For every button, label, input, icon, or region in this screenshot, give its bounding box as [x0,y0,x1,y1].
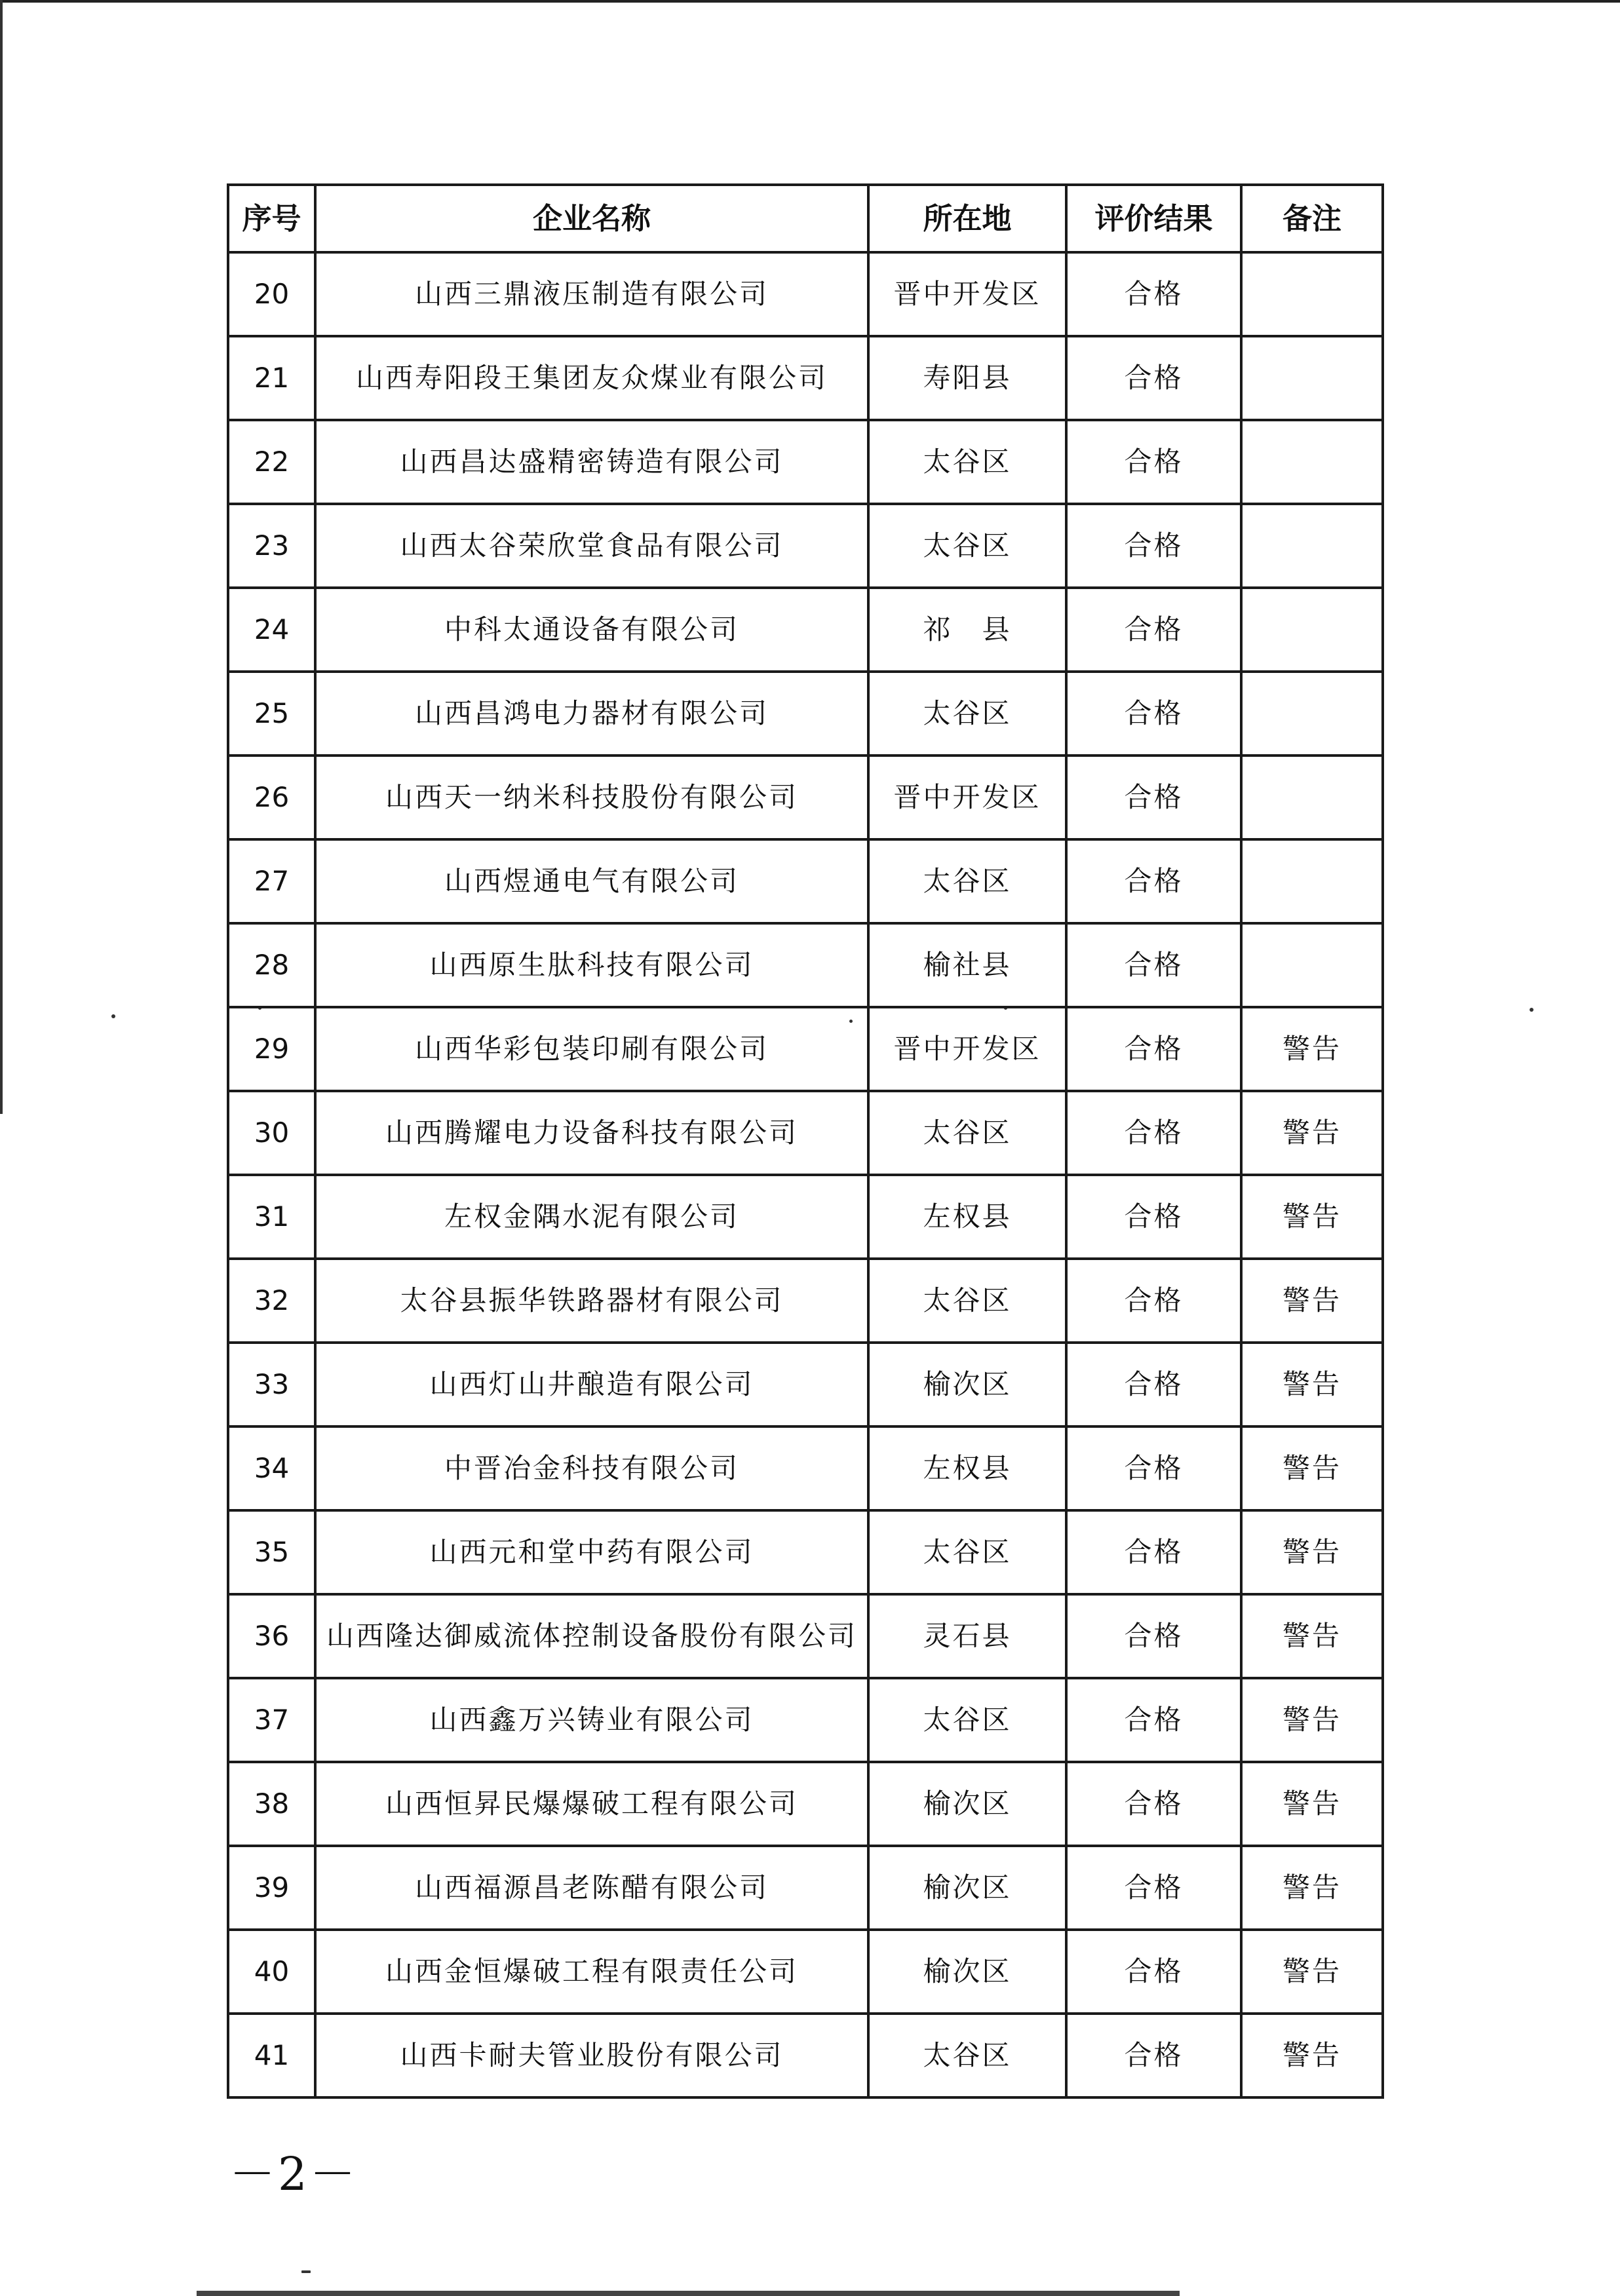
page-number: －2－ [229,2147,358,2201]
cell-serial-number: 33 [228,1343,315,1426]
cell-remarks [1241,252,1383,336]
cell-evaluation-result: 合格 [1066,1762,1241,1846]
table-row [228,1175,1383,1259]
cell-remarks [1241,923,1383,1007]
cell-remarks: 警告 [1241,1510,1383,1594]
cell-serial-number: 37 [228,1678,315,1762]
cell-evaluation-result: 合格 [1066,588,1241,672]
cell-evaluation-result: 合格 [1066,1426,1241,1510]
cell-remarks: 警告 [1241,1594,1383,1678]
cell-remarks: 警告 [1241,2014,1383,2097]
table-row [228,1594,1383,1678]
table-row [228,672,1383,756]
cell-evaluation-result: 合格 [1066,1510,1241,1594]
cell-location: 太谷区 [868,504,1066,588]
table-row [228,1510,1383,1594]
cell-location: 榆次区 [868,1762,1066,1846]
cell-serial-number: 31 [228,1175,315,1259]
cell-serial-number: 22 [228,420,315,504]
scan-border-top [0,0,1620,3]
cell-location: 太谷区 [868,1678,1066,1762]
cell-serial-number: 41 [228,2014,315,2097]
cell-remarks [1241,336,1383,420]
cell-company-name: 山西昌鸿电力器材有限公司 [315,672,868,756]
cell-remarks: 警告 [1241,1426,1383,1510]
cell-location: 太谷区 [868,839,1066,923]
cell-serial-number: 27 [228,839,315,923]
cell-serial-number: 34 [228,1426,315,1510]
cell-remarks: 警告 [1241,1007,1383,1091]
cell-evaluation-result: 合格 [1066,672,1241,756]
cell-location: 太谷区 [868,420,1066,504]
cell-evaluation-result: 合格 [1066,839,1241,923]
cell-evaluation-result: 合格 [1066,504,1241,588]
cell-serial-number: 40 [228,1930,315,2014]
cell-company-name: 山西恒昇民爆爆破工程有限公司 [315,1762,868,1846]
table-row [228,1007,1383,1091]
table-row [228,504,1383,588]
cell-evaluation-result: 合格 [1066,1846,1241,1930]
cell-serial-number: 25 [228,672,315,756]
cell-location: 太谷区 [868,672,1066,756]
table-row [228,1846,1383,1930]
cell-remarks: 警告 [1241,1091,1383,1175]
scan-border-bottom [197,2291,1180,2296]
cell-remarks [1241,839,1383,923]
cell-evaluation-result: 合格 [1066,336,1241,420]
cell-company-name: 山西原生肽科技有限公司 [315,923,868,1007]
cell-serial-number: 23 [228,504,315,588]
cell-serial-number: 30 [228,1091,315,1175]
table-row [228,1930,1383,2014]
cell-serial-number: 35 [228,1510,315,1594]
cell-company-name: 太谷县振华铁路器材有限公司 [315,1259,868,1343]
cell-serial-number: 28 [228,923,315,1007]
cell-company-name: 山西华彩包装印刷有限公司 [315,1007,868,1091]
cell-remarks: 警告 [1241,1259,1383,1343]
cell-evaluation-result: 合格 [1066,420,1241,504]
cell-company-name: 山西隆达御威流体控制设备股份有限公司 [315,1594,868,1678]
cell-remarks [1241,420,1383,504]
scan-border-left [0,0,3,1114]
cell-location: 榆社县 [868,923,1066,1007]
cell-company-name: 山西天一纳米科技股份有限公司 [315,756,868,839]
table-row [228,923,1383,1007]
cell-company-name: 中科太通设备有限公司 [315,588,868,672]
cell-company-name: 山西寿阳段王集团友众煤业有限公司 [315,336,868,420]
table-row [228,1343,1383,1426]
scan-speck [111,1014,115,1018]
cell-serial-number: 20 [228,252,315,336]
cell-remarks: 警告 [1241,1343,1383,1426]
cell-company-name: 山西三鼎液压制造有限公司 [315,252,868,336]
cell-evaluation-result: 合格 [1066,756,1241,839]
cell-remarks: 警告 [1241,1762,1383,1846]
cell-evaluation-result: 合格 [1066,1594,1241,1678]
cell-company-name: 左权金隅水泥有限公司 [315,1175,868,1259]
cell-evaluation-result: 合格 [1066,1678,1241,1762]
table-row [228,252,1383,336]
cell-remarks: 警告 [1241,1175,1383,1259]
cell-company-name: 山西金恒爆破工程有限责任公司 [315,1930,868,2014]
cell-serial-number: 36 [228,1594,315,1678]
cell-company-name: 中晋冶金科技有限公司 [315,1426,868,1510]
cell-company-name: 山西煜通电气有限公司 [315,839,868,923]
table-row [228,1091,1383,1175]
cell-serial-number: 32 [228,1259,315,1343]
cell-location: 榆次区 [868,1930,1066,2014]
table-row [228,336,1383,420]
cell-company-name: 山西卡耐夫管业股份有限公司 [315,2014,868,2097]
cell-evaluation-result: 合格 [1066,252,1241,336]
cell-location: 晋中开发区 [868,756,1066,839]
cell-location: 榆次区 [868,1343,1066,1426]
cell-evaluation-result: 合格 [1066,1091,1241,1175]
cell-remarks [1241,672,1383,756]
table-row [228,1678,1383,1762]
cell-evaluation-result: 合格 [1066,2014,1241,2097]
cell-company-name: 山西昌达盛精密铸造有限公司 [315,420,868,504]
cell-company-name: 山西太谷荣欣堂食品有限公司 [315,504,868,588]
cell-company-name: 山西元和堂中药有限公司 [315,1510,868,1594]
cell-company-name: 山西福源昌老陈醋有限公司 [315,1846,868,1930]
table-row [228,756,1383,839]
cell-location: 太谷区 [868,1259,1066,1343]
cell-evaluation-result: 合格 [1066,1343,1241,1426]
table-row [228,1762,1383,1846]
cell-serial-number: 39 [228,1846,315,1930]
scan-speck [301,2270,311,2273]
table-row [228,1426,1383,1510]
header-location: 所在地 [868,185,1066,252]
cell-location: 左权县 [868,1175,1066,1259]
cell-remarks: 警告 [1241,1846,1383,1930]
cell-serial-number: 26 [228,756,315,839]
cell-remarks [1241,504,1383,588]
cell-serial-number: 24 [228,588,315,672]
cell-evaluation-result: 合格 [1066,1930,1241,2014]
cell-location: 榆次区 [868,1846,1066,1930]
cell-company-name: 山西腾耀电力设备科技有限公司 [315,1091,868,1175]
cell-location: 太谷区 [868,2014,1066,2097]
cell-location: 太谷区 [868,1510,1066,1594]
cell-serial-number: 29 [228,1007,315,1091]
table-row [228,1259,1383,1343]
cell-serial-number: 21 [228,336,315,420]
cell-evaluation-result: 合格 [1066,1175,1241,1259]
cell-location: 灵石县 [868,1594,1066,1678]
cell-serial-number: 38 [228,1762,315,1846]
scan-speck [1530,1008,1533,1012]
header-company-name: 企业名称 [315,185,868,252]
cell-remarks: 警告 [1241,1930,1383,2014]
cell-remarks [1241,756,1383,839]
header-serial-number: 序号 [228,185,315,252]
cell-evaluation-result: 合格 [1066,1259,1241,1343]
table-row [228,420,1383,504]
table-row [228,2014,1383,2097]
header-evaluation-result: 评价结果 [1066,185,1241,252]
cell-location: 祁 县 [868,588,1066,672]
evaluation-table [227,183,1384,2099]
table-header-row [228,185,1383,252]
table-row [228,588,1383,672]
cell-location: 左权县 [868,1426,1066,1510]
cell-location: 寿阳县 [868,336,1066,420]
cell-remarks [1241,588,1383,672]
cell-company-name: 山西灯山井酿造有限公司 [315,1343,868,1426]
cell-location: 晋中开发区 [868,252,1066,336]
cell-location: 晋中开发区 [868,1007,1066,1091]
cell-evaluation-result: 合格 [1066,1007,1241,1091]
cell-evaluation-result: 合格 [1066,923,1241,1007]
cell-location: 太谷区 [868,1091,1066,1175]
cell-company-name: 山西鑫万兴铸业有限公司 [315,1678,868,1762]
cell-remarks: 警告 [1241,1678,1383,1762]
table-row [228,839,1383,923]
header-remarks: 备注 [1241,185,1383,252]
